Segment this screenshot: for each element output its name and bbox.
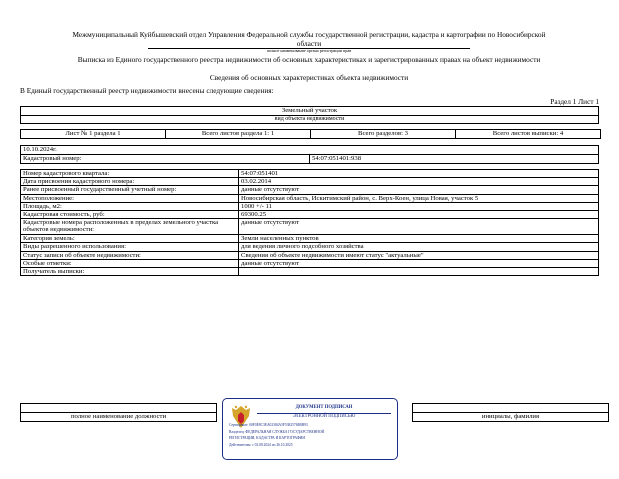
cadastral-number-label: Кадастровый номер: bbox=[21, 155, 310, 164]
table-row bbox=[21, 170, 599, 178]
row-label: Виды разрешенного использования: bbox=[21, 243, 239, 251]
total-sections: Всего разделов: 3 bbox=[311, 130, 456, 139]
row-label: Местоположение: bbox=[21, 194, 239, 202]
row-value: данные отсутствуют bbox=[239, 259, 599, 267]
table-row bbox=[21, 259, 599, 267]
stamp-owner-2: РЕГИСТРАЦИИ, КАДАСТРА И КАРТОГРАФИИ bbox=[229, 436, 305, 440]
name-caption: инициалы, фамилия bbox=[413, 413, 609, 422]
table-row bbox=[21, 219, 599, 235]
row-value: 69300.25 bbox=[239, 211, 599, 219]
table-row bbox=[21, 235, 599, 243]
table-row bbox=[21, 251, 599, 259]
authority-line-2: области bbox=[296, 38, 322, 48]
row-label: Дата присвоения кадастрового номера: bbox=[21, 178, 239, 186]
name-cell bbox=[413, 404, 609, 413]
row-label: Кадастровая стоимость, руб: bbox=[21, 211, 239, 219]
table-row bbox=[21, 268, 599, 276]
row-value: Новосибирская область, Искитимский район, с. Верх-Коен, улица Новая, участок 5 bbox=[239, 194, 599, 202]
authority-caption: полное наименование органа регистрации прав bbox=[266, 48, 352, 53]
sheets-in-section: Всего листов раздела 1: 1 bbox=[166, 130, 311, 139]
row-value: Сведения об объекте недвижимости имеют статус "актуальные" bbox=[239, 251, 599, 259]
object-type-caption: вид объекта недвижимости bbox=[21, 116, 599, 124]
row-label: Статус записи об объекте недвижимости: bbox=[21, 251, 239, 259]
row-label: Площадь, м2: bbox=[21, 202, 239, 210]
stamp-validity: Действителен: с 02.08.2024 по 26.10.2025 bbox=[229, 443, 293, 447]
stamp-divider bbox=[257, 413, 391, 414]
total-sheets: Всего листов выписки: 4 bbox=[456, 130, 601, 139]
section-reference: Раздел 1 Лист 1 bbox=[550, 97, 599, 106]
stamp-title-1: ДОКУМЕНТ ПОДПИСАН bbox=[295, 405, 353, 410]
row-label: Кадастровые номера расположенных в пределах земельного участка объектов недвижимости: bbox=[21, 219, 239, 235]
table-row bbox=[21, 186, 599, 194]
row-value bbox=[239, 268, 599, 276]
electronic-signature-stamp bbox=[222, 398, 398, 460]
characteristics-table bbox=[20, 169, 599, 276]
table-row bbox=[21, 194, 599, 202]
document-title: Выписка из Единого государственного реестра недвижимости об основных характеристиках и зарегистрированных правах на объект недвижимости bbox=[77, 55, 541, 64]
row-label: Категория земель: bbox=[21, 235, 239, 243]
row-label: Ранее присвоенный государственный учетный номер: bbox=[21, 186, 239, 194]
row-value: 1000 +/- 11 bbox=[239, 202, 599, 210]
cadastral-number-value: 54:07:051401:938 bbox=[310, 155, 599, 164]
stamp-title-2: ЭЛЕКТРОННОЙ ПОДПИСЬЮ bbox=[292, 414, 356, 419]
row-value: 03.02.2014 bbox=[239, 178, 599, 186]
object-type-table bbox=[20, 106, 599, 124]
authority-name bbox=[20, 31, 598, 48]
authority-line-1: Межмуниципальный Куйбышевский отдел Управления Федеральной службы государственной регистрации, кадастра и картографии по Новосибирской bbox=[72, 30, 546, 39]
row-value: для ведения личного подсобного хозяйства bbox=[239, 243, 599, 251]
row-value: данные отсутствуют bbox=[239, 186, 599, 194]
position-caption: полное наименование должности bbox=[21, 413, 217, 422]
table-row bbox=[21, 243, 599, 251]
row-label: Получатель выписки: bbox=[21, 268, 239, 276]
row-label: Особые отметки: bbox=[21, 259, 239, 267]
stamp-certificate: Сертификат: 00F0E8C3EA02384A5F5382576B0B93 bbox=[229, 423, 308, 427]
section-title: Сведения об основных характеристиках объекта недвижимости bbox=[209, 73, 409, 82]
date-table bbox=[20, 145, 599, 164]
row-value: 54:07:051401 bbox=[239, 170, 599, 178]
intro-text: В Единый государственный реестр недвижимости внесены следующие сведения: bbox=[20, 86, 274, 95]
position-cell bbox=[21, 404, 217, 413]
stamp-owner-1: Владелец: ФЕДЕРАЛЬНАЯ СЛУЖБА ГОСУДАРСТВЕННОЙ bbox=[229, 430, 325, 434]
row-label: Номер кадастрового квартала: bbox=[21, 170, 239, 178]
object-type: Земельный участок bbox=[21, 107, 599, 116]
extract-date: 10.10.2024г. bbox=[21, 146, 599, 155]
table-row bbox=[21, 211, 599, 219]
sheet-number: Лист № 1 раздела 1 bbox=[21, 130, 166, 139]
row-value: данные отсутствуют bbox=[239, 219, 599, 235]
sheet-info-table bbox=[20, 129, 601, 139]
table-row bbox=[21, 202, 599, 210]
table-row bbox=[21, 178, 599, 186]
row-value: Земли населенных пунктов bbox=[239, 235, 599, 243]
